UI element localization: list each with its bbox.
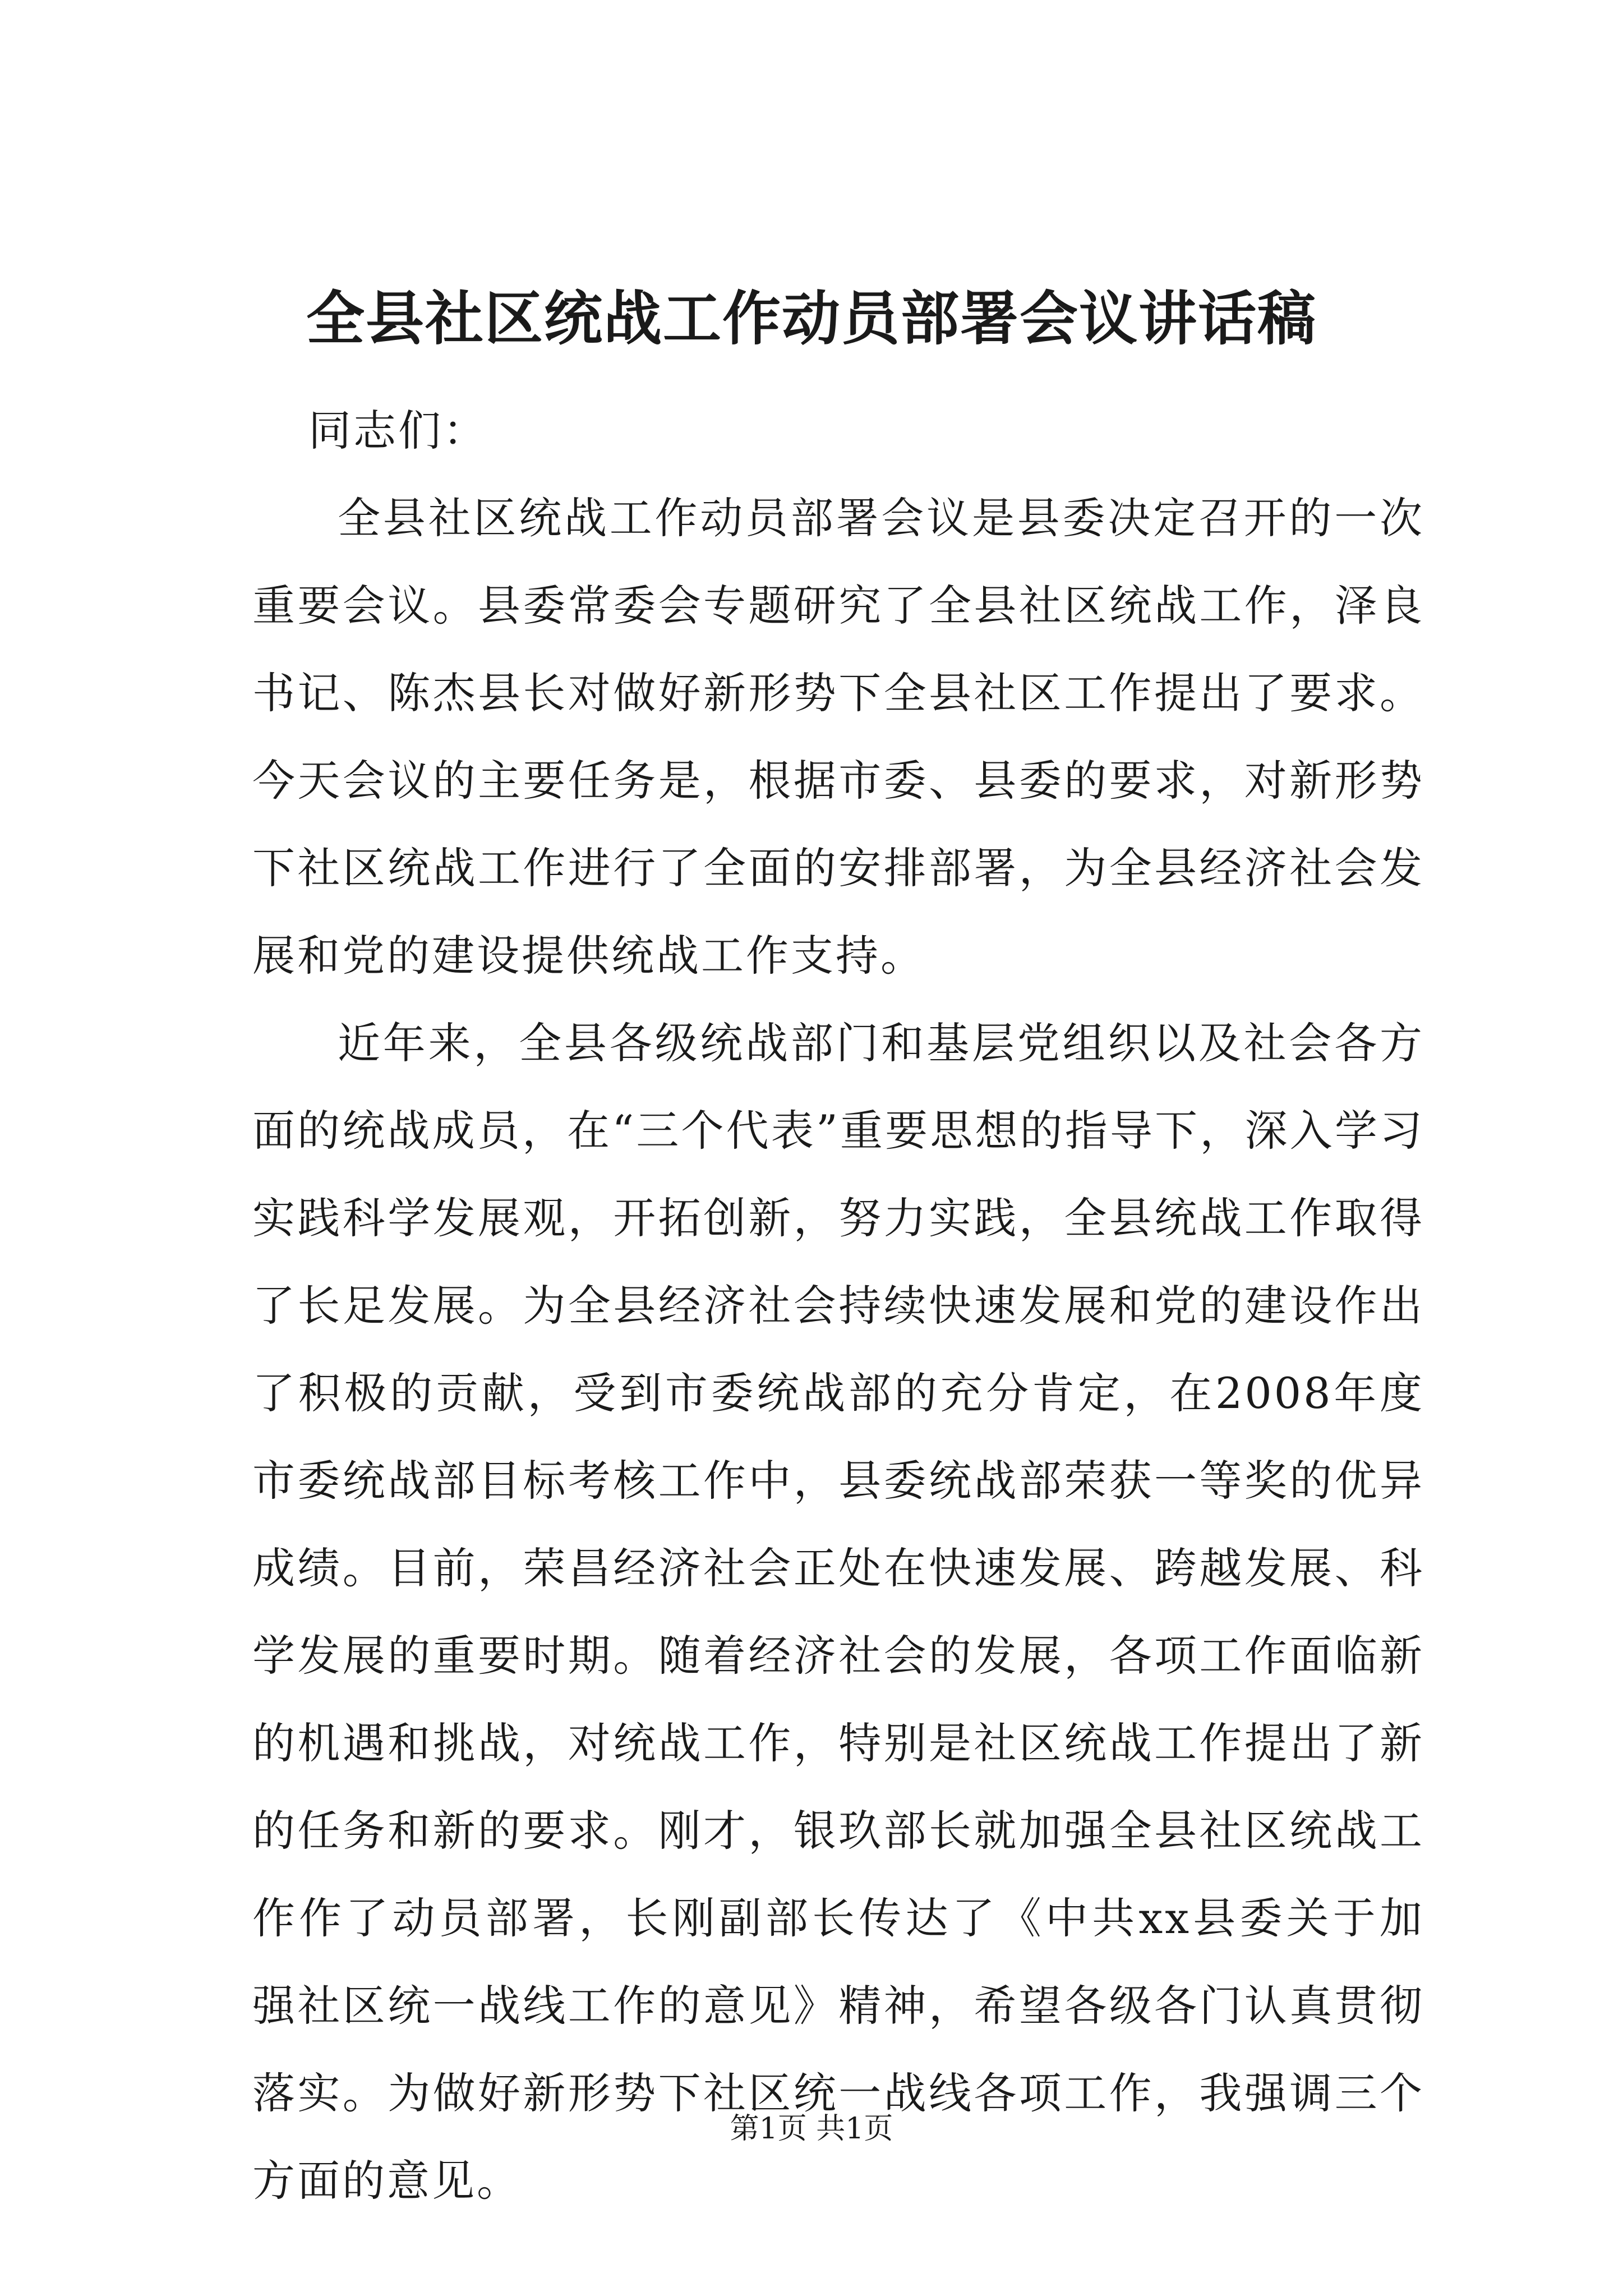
paragraph-2: 近年来，全县各级统战部门和基层党组织以及社会各方面的统战成员，在“三个代表”重要思想的指导下，深入学习实践科学发展观，开拓创新，努力实践，全县统战工作取得了长足发展。为全县经济社会持续快速发展和党的建设作出了积极的贡献，受到市委统战部的充分肯定，在2008年度市委统战部目标考核工作中，县委统战部荣获一等奖的优异成绩。目前，荣昌经济社会正处在快速发展、跨越发展、科学发展的重要时期。随着经济社会的发展，各项工作面临新的机遇和挑战，对统战工作，特别是社区统战工作提出了新的任务和新的要求。刚才，银玖部长就加强全县社区统战工作作了动员部署，长刚副部长传达了《中共xx县委关于加强社区统一战线工作的意见》精神，希望各级各门认真贯彻落实。为做好新形势下社区统一战线各项工作，我强调三个方面的意见。 — [252, 1018, 1424, 2206]
greeting: 同志们： — [308, 406, 488, 455]
page-number-footer: 第1页 共1页 — [730, 2112, 893, 2146]
document-body — [252, 387, 1424, 2225]
document-title: 全县社区统战工作动员部署会议讲话稿 — [306, 284, 1317, 353]
paragraph-1: 全县社区统战工作动员部署会议是县委决定召开的一次重要会议。县委常委会专题研究了全县社区统战工作，泽良书记、陈杰县长对做好新形势下全县社区工作提出了要求。今天会议的主要任务是，根据市委、县委的要求，对新形势下社区统战工作进行了全面的安排部署，为全县经济社会发展和党的建设提供统战工作支持。 — [252, 493, 1424, 981]
